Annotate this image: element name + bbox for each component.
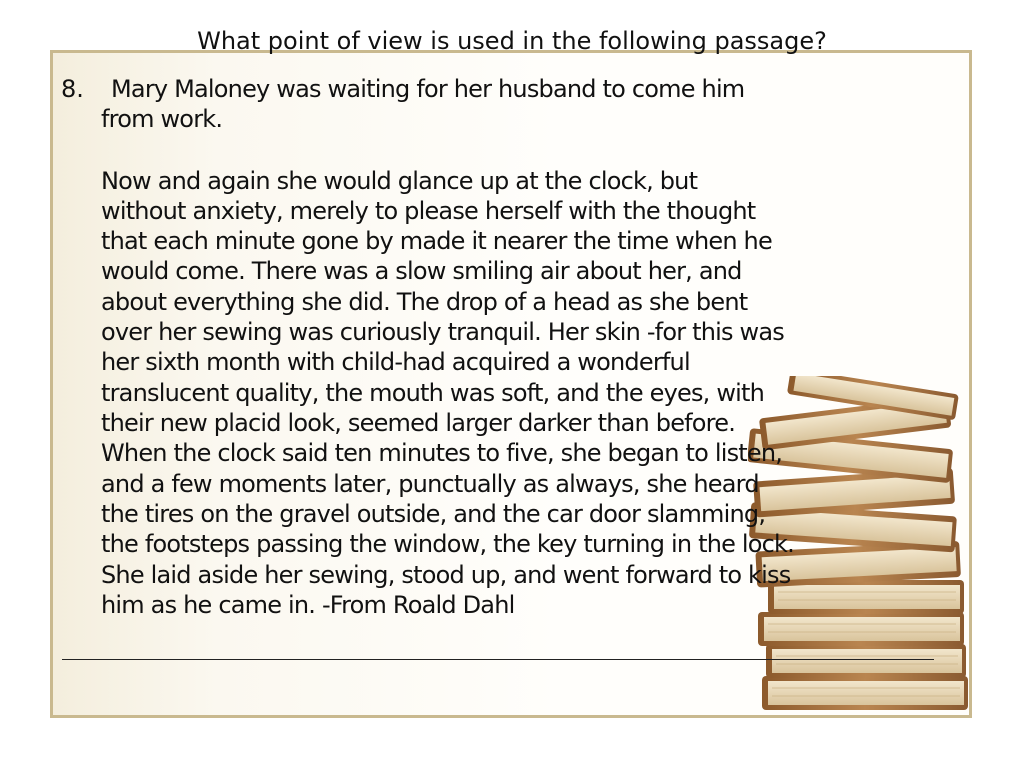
- passage-line: her sixth month with child-had acquired a wonderful: [101, 348, 690, 376]
- answer-blank-line: [62, 659, 934, 660]
- slide-title: What point of view is used in the following passage?: [197, 27, 827, 55]
- passage-line: would come. There was a slow smiling air about her, and: [101, 257, 742, 285]
- passage-line: When the clock said ten minutes to five, she began to listen,: [101, 439, 783, 467]
- passage-line: She laid aside her sewing, stood up, and went forward to kiss: [101, 561, 791, 589]
- passage-line: and a few moments later, punctually as always, she heard: [101, 470, 759, 498]
- passage-line: without anxiety, merely to please herself with the thought: [101, 197, 756, 225]
- passage-line: their new placid look, seemed larger darker than before.: [101, 409, 736, 437]
- passage-line: the footsteps passing the window, the key turning in the lock.: [101, 530, 794, 558]
- passage-line: that each minute gone by made it nearer the time when he: [101, 227, 772, 255]
- passage-line: him as he came in. -From Roald Dahl: [101, 591, 515, 619]
- passage-line: the tires on the gravel outside, and the car door slamming,: [101, 500, 766, 528]
- passage-line: Mary Maloney was waiting for her husband to come him: [111, 75, 745, 103]
- passage-line: translucent quality, the mouth was soft, and the eyes, with: [101, 379, 765, 407]
- passage-line: Now and again she would glance up at the clock, but: [101, 167, 698, 195]
- passage-line: over her sewing was curiously tranquil. Her skin -for this was: [101, 318, 784, 346]
- passage-line: about everything she did. The drop of a head as she bent: [101, 288, 748, 316]
- question-number: 8.: [61, 75, 84, 103]
- passage-line: from work.: [101, 105, 223, 133]
